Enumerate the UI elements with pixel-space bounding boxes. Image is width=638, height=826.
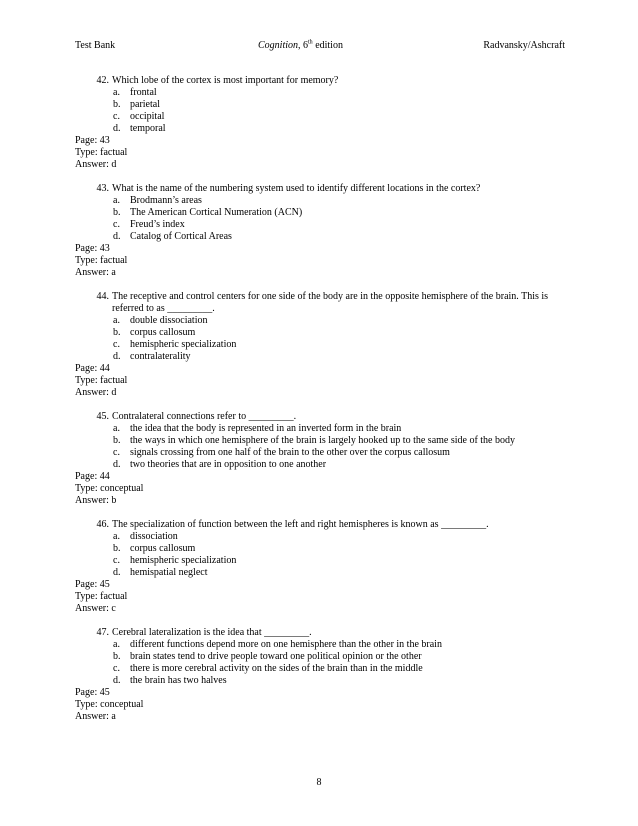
option-text: hemispatial neglect	[130, 567, 208, 578]
header-book-title: Cognition	[258, 40, 299, 51]
option-letter: c.	[113, 555, 120, 566]
question-answer: Answer: a	[75, 711, 116, 722]
answer-option	[75, 663, 565, 675]
question-number: 42.	[96, 75, 109, 86]
answer-option	[75, 651, 565, 663]
option-text: the idea that the body is represented in an inverted form in the brain	[130, 423, 402, 434]
option-letter: b.	[113, 207, 121, 218]
question-stem	[75, 183, 565, 195]
answer-option	[75, 543, 565, 555]
question-type: Type: conceptual	[75, 699, 144, 710]
option-text: double dissociation	[130, 315, 208, 326]
option-letter: d.	[113, 123, 121, 134]
option-letter: c.	[113, 447, 120, 458]
header-left: Test Bank	[75, 40, 116, 51]
answer-option	[75, 447, 565, 459]
header-edition-sup: th	[308, 39, 313, 46]
header-right: Radvansky/Ashcraft	[483, 40, 565, 51]
option-text: brain states tend to drive people toward one political opinion or the other	[130, 651, 422, 662]
option-letter: b.	[113, 99, 121, 110]
question-text: Contralateral connections refer to _________.	[112, 411, 297, 422]
option-text: signals crossing from one half of the brain to the other over the corpus callosum	[130, 447, 450, 458]
option-text: Freud’s index	[130, 219, 185, 230]
option-text: dissociation	[130, 531, 178, 542]
question-type: Type: factual	[75, 255, 128, 266]
question-stem	[75, 75, 565, 87]
page-number: 8	[316, 777, 322, 788]
question-block	[75, 627, 565, 723]
answer-option	[75, 315, 565, 327]
option-text: corpus callosum	[130, 327, 196, 338]
answer-option	[75, 423, 565, 435]
question-answer: Answer: d	[75, 387, 117, 398]
question-stem	[75, 519, 565, 531]
option-letter: b.	[113, 435, 121, 446]
option-letter: d.	[113, 351, 121, 362]
answer-option	[75, 231, 565, 243]
question-page: Page: 43	[75, 135, 110, 146]
question-block	[75, 411, 565, 507]
answer-option	[75, 87, 565, 99]
question-page: Page: 45	[75, 579, 110, 590]
option-text: hemispheric specialization	[130, 339, 237, 350]
option-letter: d.	[113, 675, 121, 686]
question-text: Cerebral lateralization is the idea that _________.	[112, 627, 312, 638]
option-text: contralaterality	[130, 351, 191, 362]
answer-option	[75, 351, 565, 363]
question-type: Type: factual	[75, 591, 128, 602]
option-letter: b.	[113, 327, 121, 338]
question-page: Page: 44	[75, 363, 110, 374]
answer-option	[75, 207, 565, 219]
option-letter: a.	[113, 639, 120, 650]
option-letter: c.	[113, 219, 120, 230]
option-text: Brodmann’s areas	[130, 195, 202, 206]
question-number: 47.	[96, 627, 109, 638]
question-stem	[75, 291, 565, 315]
question-number: 43.	[96, 183, 109, 194]
question-page: Page: 44	[75, 471, 110, 482]
option-letter: a.	[113, 315, 120, 326]
option-text: corpus callosum	[130, 543, 196, 554]
answer-option	[75, 111, 565, 123]
option-text: different functions depend more on one hemisphere than the other in the brain	[130, 639, 442, 650]
answer-option	[75, 195, 565, 207]
answer-option	[75, 639, 565, 651]
question-page: Page: 45	[75, 687, 110, 698]
option-text: there is more cerebral activity on the sides of the brain than in the middle	[130, 663, 423, 674]
option-text: parietal	[130, 99, 160, 110]
question-block	[75, 291, 565, 399]
answer-option	[75, 675, 565, 687]
question-answer: Answer: a	[75, 267, 116, 278]
answer-option	[75, 99, 565, 111]
answer-option	[75, 339, 565, 351]
option-letter: d.	[113, 231, 121, 242]
header-edition-num: , 6	[298, 40, 309, 51]
option-text: temporal	[130, 123, 166, 134]
question-text: What is the name of the numbering system used to identify different locations in the cortex?	[112, 183, 481, 194]
question-number: 45.	[96, 411, 109, 422]
option-text: the brain has two halves	[130, 675, 227, 686]
question-answer: Answer: c	[75, 603, 116, 614]
answer-option	[75, 435, 565, 447]
question-block	[75, 183, 565, 279]
option-letter: a.	[113, 195, 120, 206]
option-text: Catalog of Cortical Areas	[130, 231, 232, 242]
option-letter: c.	[113, 111, 120, 122]
question-list	[75, 75, 565, 735]
question-type: Type: factual	[75, 147, 128, 158]
answer-option	[75, 219, 565, 231]
header-center	[258, 40, 343, 52]
question-stem	[75, 411, 565, 423]
option-letter: a.	[113, 531, 120, 542]
question-page: Page: 43	[75, 243, 110, 254]
option-letter: c.	[113, 663, 120, 674]
option-letter: b.	[113, 543, 121, 554]
answer-option	[75, 459, 565, 471]
question-answer: Answer: d	[75, 159, 117, 170]
header-edition-word: edition	[312, 40, 343, 51]
answer-option	[75, 531, 565, 543]
option-text: occipital	[130, 111, 165, 122]
page-header	[75, 40, 565, 52]
answer-option	[75, 123, 565, 135]
question-stem	[75, 627, 565, 639]
question-type: Type: conceptual	[75, 483, 144, 494]
option-text: The American Cortical Numeration (ACN)	[130, 207, 303, 218]
answer-option	[75, 555, 565, 567]
option-text: two theories that are in opposition to one another	[130, 459, 327, 470]
option-letter: b.	[113, 651, 121, 662]
question-text: The receptive and control centers for one side of the body are in the opposite hemisphere of the brain. This is referred to as _________.	[112, 291, 549, 314]
question-text: The specialization of function between the left and right hemispheres is known as _________.	[112, 519, 489, 530]
option-letter: a.	[113, 423, 120, 434]
question-block	[75, 75, 565, 171]
question-number: 44.	[96, 291, 109, 302]
question-block	[75, 519, 565, 615]
option-text: the ways in which one hemisphere of the brain is largely hooked up to the same side of the body	[130, 435, 515, 446]
option-letter: d.	[113, 459, 121, 470]
option-text: hemispheric specialization	[130, 555, 237, 566]
option-letter: c.	[113, 339, 120, 350]
option-letter: d.	[113, 567, 121, 578]
question-answer: Answer: b	[75, 495, 117, 506]
answer-option	[75, 567, 565, 579]
option-text: frontal	[130, 87, 157, 98]
answer-option	[75, 327, 565, 339]
question-type: Type: factual	[75, 375, 128, 386]
question-number: 46.	[96, 519, 109, 530]
question-text: Which lobe of the cortex is most important for memory?	[112, 75, 339, 86]
option-letter: a.	[113, 87, 120, 98]
